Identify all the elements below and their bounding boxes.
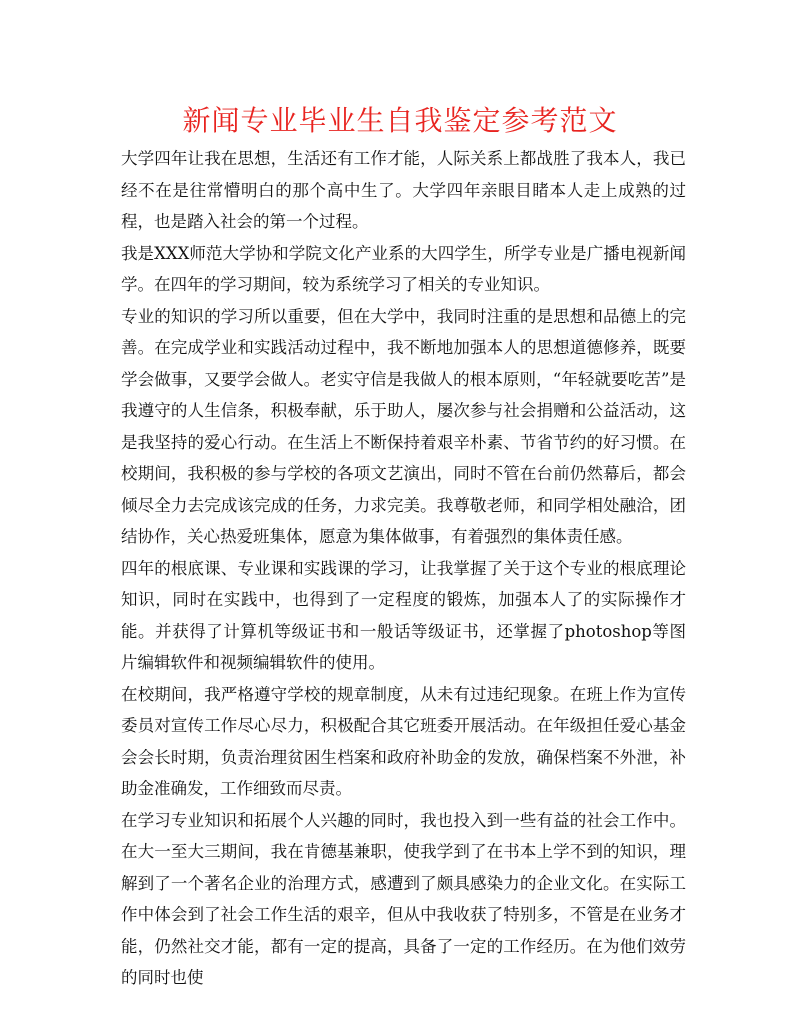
paragraph-6: 在学习专业知识和拓展个人兴趣的同时，我也投入到一些有益的社会工作中。在大一至大三期间，我在肯德基兼职，使我学到了在书本上学不到的知识，理解到了一个著名企业的治理方式，感遭到了颇具感染力的企业文化。在实际工作中体会到了社会工作生活的艰辛，但从中我收获了特别多，不管是在业务才能，仍然社交才能，都有一定的提高，具备了一定的工作经历。在为他们效劳的同时也使 <box>121 810 686 987</box>
paragraph-3: 专业的知识的学习所以重要，但在大学中，我同时注重的是思想和品德上的完善。在完成学业和实践活动过程中，我不断地加强本人的思想道德修养，既要学会做事，又要学会做人。老实守信是我做人的根本原则，“年轻就要吃苦”是我遵守的人生信条，积极奉献，乐于助人，屡次参与社会捐赠和公益活动，这是我坚持的爱心行动。在生活上不断保持着艰辛朴素、节省节约的好习惯。在校期间，我积极的参与学校的各项文艺演出，同时不管在台前仍然幕后，都会倾尽全力去完成该完成的任务，力求完美。我尊敬老师，和同学相处融洽，团结协作，关心热爱班集体，愿意为集体做事，有着强烈的集体责任感。 <box>121 306 686 546</box>
paragraph-4: 四年的根底课、专业课和实践课的学习，让我掌握了关于这个专业的根底理论知识，同时在实践中，也得到了一定程度的锻炼，加强本人了的实际操作才能。并获得了计算机等级证书和一般话等级证书，还掌握了photoshop等图片编辑软件和视频编辑软件的使用。 <box>121 558 686 672</box>
paragraph-1: 大学四年让我在思想，生活还有工作才能，人际关系上都战胜了我本人，我已经不在是往常懵明白的那个高中生了。大学四年亲眼目睹本人走上成熟的过程，也是踏入社会的第一个过程。 <box>121 149 686 231</box>
document-title: 新闻专业毕业生自我鉴定参考范文 <box>182 104 618 137</box>
paragraph-5: 在校期间，我严格遵守学校的规章制度，从未有过违纪现象。在班上作为宣传委员对宣传工作尽心尽力，积极配合其它班委开展活动。在年级担任爱心基金会会长时期，负责治理贫困生档案和政府补助金的发放，确保档案不外泄，补助金准确发，工作细致而尽责。 <box>121 684 686 798</box>
document-body <box>121 143 686 994</box>
paragraph-2: 我是XXX师范大学协和学院文化产业系的大四学生，所学专业是广播电视新闻学。在四年的学习期间，较为系统学习了相关的专业知识。 <box>121 243 686 294</box>
